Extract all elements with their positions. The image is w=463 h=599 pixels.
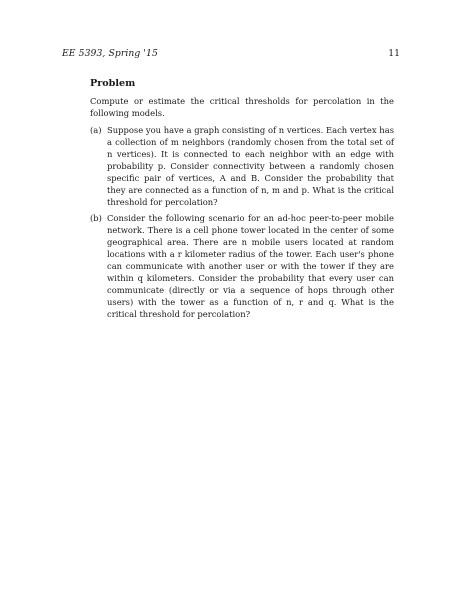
page-header — [62, 48, 400, 59]
item-text: Consider the following scenario for an ad-hoc peer-to-peer mobile network. There is a cell phone tower located in the center of some geographical area. There are n mobile users located at random locations with a r kilometer radius of the tower. Each user's phone can communicate with another user or with the tower if they are within q kilometers. Consider the probability that every user can communicate (directly or via a sequence of hops through other users) with the tower as a function of n, r and q. What is the critical threshold for percolation? — [107, 213, 394, 319]
problem-item-b — [90, 212, 394, 320]
problem-item-a — [90, 124, 394, 208]
page-number: 11 — [388, 48, 400, 59]
course-title: EE 5393, Spring '15 — [62, 48, 158, 59]
item-text: Suppose you have a graph consisting of n vertices. Each vertex has a collection of m neighbors (randomly chosen from the total set of n vertices). It is connected to each neighbor with an edge with probability p. Consider connectivity between a randomly chosen specific pair of vertices, A and B. Consider the probability that they are connected as a function of n, m and p. What is the critical threshold for percolation? — [107, 125, 394, 207]
problem-section — [90, 78, 394, 324]
section-heading: Problem — [90, 78, 136, 89]
problem-intro: Compute or estimate the critical thresholds for percolation in the following models. — [90, 96, 394, 118]
item-label: (a) — [90, 125, 102, 135]
item-label: (b) — [90, 213, 102, 223]
